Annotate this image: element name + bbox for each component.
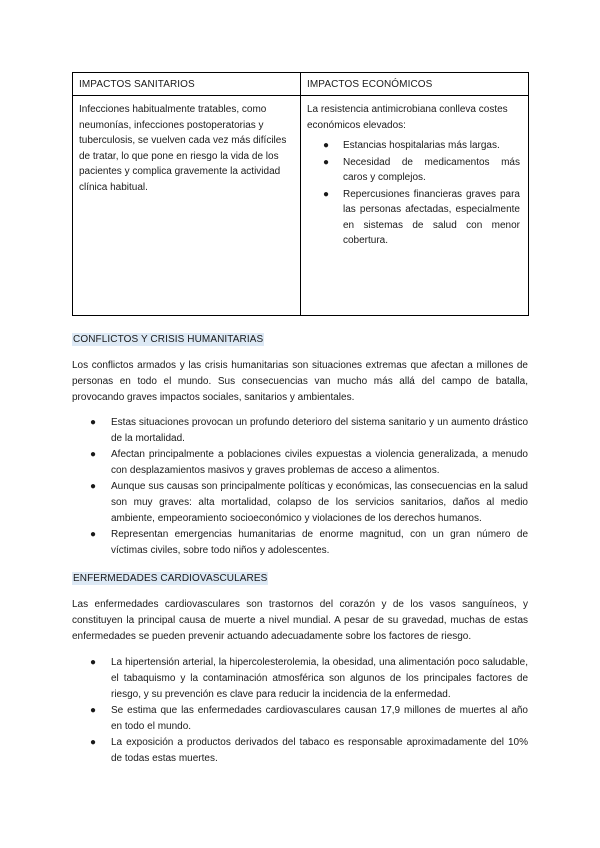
cardio-list (90, 655, 528, 767)
list-item: ● Se estima que las enfermedades cardiovasculares causan 17,9 millones de muertes al año en todo el mundo. (90, 705, 528, 732)
sanitarios-text: Infecciones habitualmente tratables, como neumonías, infecciones postoperatorias y tuberculosis, se vuelven cada vez más difíciles de tratar, lo que pone en riesgo la vida de los pacientes y complica gravemente la actividad clínica habitual. (79, 104, 287, 193)
list-item: ● La exposición a productos derivados del tabaco es responsable aproximadamente del 10% de todas estas muertes. (90, 737, 528, 764)
bullet-icon: ● (90, 657, 97, 668)
bullet-icon: ● (90, 705, 97, 716)
economicos-intro: La resistencia antimicrobiana conlleva costes económicos elevados: (307, 104, 508, 131)
conflictos-paragraph: Los conflictos armados y las crisis humanitarias son situaciones extremas que afectan a millones de personas en todo el mundo. Sus consecuencias van mucho más allá del campo de batalla, provocando graves impactos sociales, sanitarios y ambientales. (72, 360, 528, 403)
heading-cardio: ENFERMEDADES CARDIOVASCULARES (73, 573, 268, 584)
heading-conflictos: CONFLICTOS Y CRISIS HUMANITARIAS (73, 334, 264, 345)
list-item: ● Aunque sus causas son principalmente políticas y económicas, las consecuencias en la salud son muy graves: alta mortalidad, colapso de los servicios sanitarios, daños al medio ambiente, empeoramiento socioeconómico y violaciones de los derechos humanos. (90, 481, 528, 524)
header-economicos: IMPACTOS ECONÓMICOS (301, 73, 529, 96)
list-item: ● Repercusiones financieras graves para las personas afectadas, especialmente en sistemas de salud con menor cobertura. (323, 188, 520, 246)
bullet-icon: ● (323, 156, 330, 168)
bullet-icon: ● (90, 417, 97, 428)
impacts-table (72, 72, 529, 316)
economicos-list (307, 138, 522, 249)
cell-economicos (301, 96, 529, 316)
bullet-icon: ● (323, 188, 330, 200)
list-item: ● Afectan principalmente a poblaciones civiles expuestas a violencia generalizada, a menudo con desplazamientos masivos y graves problemas de acceso a alimentos. (90, 449, 528, 476)
bullet-icon: ● (90, 481, 97, 492)
list-item: ● Estancias hospitalarias más largas. (323, 138, 522, 154)
header-sanitarios: IMPACTOS SANITARIOS (73, 73, 301, 96)
bullet-icon: ● (323, 140, 330, 151)
list-item: ● Estas situaciones provocan un profundo deterioro del sistema sanitario y un aumento drástico de la mortalidad. (90, 417, 528, 444)
bullet-icon: ● (90, 737, 97, 748)
cell-sanitarios (73, 96, 301, 316)
list-item: ● Necesidad de medicamentos más caros y complejos. (323, 156, 520, 183)
bullet-icon: ● (90, 529, 97, 540)
cardio-paragraph: Las enfermedades cardiovasculares son trastornos del corazón y de los vasos sanguíneos, y constituyen la principal causa de muerte a nivel mundial. A pesar de su gravedad, muchas de estas enfermedades se pueden prevenir actuando adecuadamente sobre los factores de riesgo. (72, 599, 528, 642)
list-item: ● Representan emergencias humanitarias de enorme magnitud, con un gran número de víctimas civiles, sobre todo niños y adolescentes. (90, 529, 528, 556)
list-item: ● La hipertensión arterial, la hipercolesterolemia, la obesidad, una alimentación poco saludable, el tabaquismo y la contaminación atmosférica son algunos de los principales factores de riesgo, y su prevención es clave para reducir la incidencia de la enfermedad. (90, 657, 528, 700)
conflictos-list (90, 415, 528, 559)
bullet-icon: ● (90, 449, 97, 460)
